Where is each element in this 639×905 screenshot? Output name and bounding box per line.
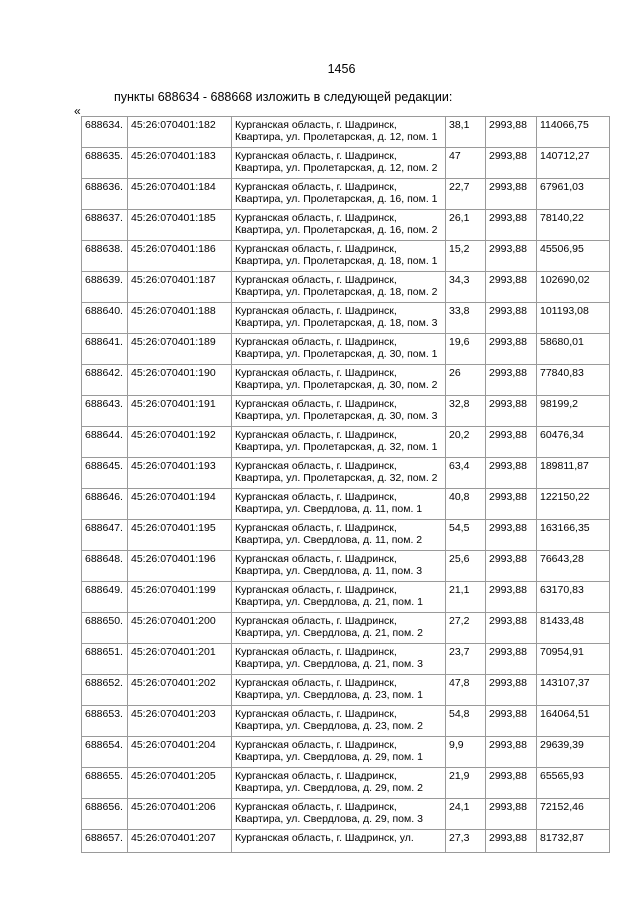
- cadastral-value-cell: 98199,2: [537, 396, 610, 427]
- row-number-cell: 688638.: [82, 241, 128, 272]
- row-number-cell: 688635.: [82, 148, 128, 179]
- rate-cell: 2993,88: [486, 117, 537, 148]
- intro-text: пункты 688634 - 688668 изложить в следующей редакции:: [114, 90, 453, 104]
- cadastral-number-cell: 45:26:070401:185: [128, 210, 232, 241]
- table-row: [82, 458, 610, 489]
- cadastral-number-cell: 45:26:070401:195: [128, 520, 232, 551]
- cadastral-number-cell: 45:26:070401:189: [128, 334, 232, 365]
- table-row: [82, 551, 610, 582]
- row-number-cell: 688637.: [82, 210, 128, 241]
- area-cell: 24,1: [446, 799, 486, 830]
- cadastral-value-table: [81, 116, 610, 853]
- area-cell: 34,3: [446, 272, 486, 303]
- cadastral-value-cell: 45506,95: [537, 241, 610, 272]
- address-cell: Курганская область, г. Шадринск, Квартира, ул. Пролетарская, д. 12, пом. 1: [232, 117, 446, 148]
- cadastral-number-cell: 45:26:070401:200: [128, 613, 232, 644]
- address-cell: Курганская область, г. Шадринск, Квартира, ул. Пролетарская, д. 32, пом. 2: [232, 458, 446, 489]
- row-number-cell: 688653.: [82, 706, 128, 737]
- rate-cell: 2993,88: [486, 396, 537, 427]
- open-quote: «: [74, 104, 81, 118]
- address-cell: Курганская область, г. Шадринск, Квартира, ул. Пролетарская, д. 32, пом. 1: [232, 427, 446, 458]
- table-row: [82, 489, 610, 520]
- cadastral-number-cell: 45:26:070401:192: [128, 427, 232, 458]
- cadastral-number-cell: 45:26:070401:182: [128, 117, 232, 148]
- rate-cell: 2993,88: [486, 458, 537, 489]
- cadastral-number-cell: 45:26:070401:191: [128, 396, 232, 427]
- area-cell: 27,3: [446, 830, 486, 853]
- area-cell: 63,4: [446, 458, 486, 489]
- row-number-cell: 688643.: [82, 396, 128, 427]
- cadastral-number-cell: 45:26:070401:193: [128, 458, 232, 489]
- address-cell: Курганская область, г. Шадринск, Квартира, ул. Свердлова, д. 23, пом. 1: [232, 675, 446, 706]
- address-cell: Курганская область, г. Шадринск, Квартира, ул. Свердлова, д. 21, пом. 2: [232, 613, 446, 644]
- row-number-cell: 688634.: [82, 117, 128, 148]
- rate-cell: 2993,88: [486, 365, 537, 396]
- rate-cell: 2993,88: [486, 148, 537, 179]
- row-number-cell: 688648.: [82, 551, 128, 582]
- rate-cell: 2993,88: [486, 427, 537, 458]
- cadastral-number-cell: 45:26:070401:196: [128, 551, 232, 582]
- cadastral-number-cell: 45:26:070401:190: [128, 365, 232, 396]
- cadastral-value-cell: 81732,87: [537, 830, 610, 853]
- table-row: [82, 365, 610, 396]
- cadastral-number-cell: 45:26:070401:204: [128, 737, 232, 768]
- table-row: [82, 427, 610, 458]
- address-cell: Курганская область, г. Шадринск, Квартира, ул. Пролетарская, д. 16, пом. 1: [232, 179, 446, 210]
- area-cell: 33,8: [446, 303, 486, 334]
- table-row: [82, 737, 610, 768]
- table-row: [82, 768, 610, 799]
- area-cell: 47: [446, 148, 486, 179]
- row-number-cell: 688636.: [82, 179, 128, 210]
- rate-cell: 2993,88: [486, 179, 537, 210]
- area-cell: 22,7: [446, 179, 486, 210]
- cadastral-number-cell: 45:26:070401:194: [128, 489, 232, 520]
- cadastral-value-cell: 81433,48: [537, 613, 610, 644]
- area-cell: 40,8: [446, 489, 486, 520]
- area-cell: 21,1: [446, 582, 486, 613]
- table-row: [82, 830, 610, 853]
- cadastral-number-cell: 45:26:070401:207: [128, 830, 232, 853]
- cadastral-value-cell: 63170,83: [537, 582, 610, 613]
- row-number-cell: 688655.: [82, 768, 128, 799]
- row-number-cell: 688654.: [82, 737, 128, 768]
- cadastral-number-cell: 45:26:070401:199: [128, 582, 232, 613]
- row-number-cell: 688645.: [82, 458, 128, 489]
- row-number-cell: 688646.: [82, 489, 128, 520]
- area-cell: 21,9: [446, 768, 486, 799]
- cadastral-number-cell: 45:26:070401:187: [128, 272, 232, 303]
- row-number-cell: 688644.: [82, 427, 128, 458]
- row-number-cell: 688641.: [82, 334, 128, 365]
- cadastral-number-cell: 45:26:070401:201: [128, 644, 232, 675]
- table-row: [82, 396, 610, 427]
- table-row: [82, 148, 610, 179]
- area-cell: 38,1: [446, 117, 486, 148]
- table-row: [82, 799, 610, 830]
- rate-cell: 2993,88: [486, 644, 537, 675]
- address-cell: Курганская область, г. Шадринск, Квартира, ул. Свердлова, д. 23, пом. 2: [232, 706, 446, 737]
- cadastral-value-cell: 189811,87: [537, 458, 610, 489]
- row-number-cell: 688642.: [82, 365, 128, 396]
- cadastral-value-cell: 140712,27: [537, 148, 610, 179]
- area-cell: 54,5: [446, 520, 486, 551]
- cadastral-number-cell: 45:26:070401:206: [128, 799, 232, 830]
- table-row: [82, 117, 610, 148]
- table-row: [82, 179, 610, 210]
- cadastral-value-cell: 143107,37: [537, 675, 610, 706]
- row-number-cell: 688651.: [82, 644, 128, 675]
- rate-cell: 2993,88: [486, 675, 537, 706]
- address-cell: Курганская область, г. Шадринск, Квартира, ул. Свердлова, д. 11, пом. 1: [232, 489, 446, 520]
- address-cell: Курганская область, г. Шадринск, Квартира, ул. Пролетарская, д. 12, пом. 2: [232, 148, 446, 179]
- address-cell: Курганская область, г. Шадринск, Квартира, ул. Пролетарская, д. 16, пом. 2: [232, 210, 446, 241]
- cadastral-value-cell: 65565,93: [537, 768, 610, 799]
- table-row: [82, 675, 610, 706]
- cadastral-number-cell: 45:26:070401:188: [128, 303, 232, 334]
- area-cell: 26,1: [446, 210, 486, 241]
- row-number-cell: 688657.: [82, 830, 128, 853]
- table-row: [82, 241, 610, 272]
- table-row: [82, 272, 610, 303]
- cadastral-value-cell: 29639,39: [537, 737, 610, 768]
- rate-cell: 2993,88: [486, 272, 537, 303]
- cadastral-number-cell: 45:26:070401:203: [128, 706, 232, 737]
- row-number-cell: 688649.: [82, 582, 128, 613]
- address-cell: Курганская область, г. Шадринск, Квартира, ул. Пролетарская, д. 30, пом. 2: [232, 365, 446, 396]
- address-cell: Курганская область, г. Шадринск, Квартира, ул. Свердлова, д. 29, пом. 2: [232, 768, 446, 799]
- table-row: [82, 210, 610, 241]
- area-cell: 32,8: [446, 396, 486, 427]
- area-cell: 20,2: [446, 427, 486, 458]
- area-cell: 54,8: [446, 706, 486, 737]
- area-cell: 26: [446, 365, 486, 396]
- cadastral-value-cell: 163166,35: [537, 520, 610, 551]
- table-row: [82, 613, 610, 644]
- cadastral-value-cell: 67961,03: [537, 179, 610, 210]
- cadastral-number-cell: 45:26:070401:202: [128, 675, 232, 706]
- cadastral-value-cell: 72152,46: [537, 799, 610, 830]
- rate-cell: 2993,88: [486, 706, 537, 737]
- rate-cell: 2993,88: [486, 241, 537, 272]
- address-cell: Курганская область, г. Шадринск, Квартира, ул. Свердлова, д. 11, пом. 3: [232, 551, 446, 582]
- cadastral-number-cell: 45:26:070401:184: [128, 179, 232, 210]
- table-row: [82, 520, 610, 551]
- row-number-cell: 688640.: [82, 303, 128, 334]
- rate-cell: 2993,88: [486, 768, 537, 799]
- cadastral-value-cell: 102690,02: [537, 272, 610, 303]
- address-cell: Курганская область, г. Шадринск, ул.: [232, 830, 446, 853]
- cadastral-value-cell: 58680,01: [537, 334, 610, 365]
- area-cell: 23,7: [446, 644, 486, 675]
- address-cell: Курганская область, г. Шадринск, Квартира, ул. Свердлова, д. 21, пом. 3: [232, 644, 446, 675]
- address-cell: Курганская область, г. Шадринск, Квартира, ул. Свердлова, д. 21, пом. 1: [232, 582, 446, 613]
- cadastral-value-cell: 60476,34: [537, 427, 610, 458]
- rate-cell: 2993,88: [486, 520, 537, 551]
- rate-cell: 2993,88: [486, 303, 537, 334]
- rate-cell: 2993,88: [486, 210, 537, 241]
- area-cell: 25,6: [446, 551, 486, 582]
- table-row: [82, 334, 610, 365]
- row-number-cell: 688656.: [82, 799, 128, 830]
- cadastral-value-cell: 78140,22: [537, 210, 610, 241]
- area-cell: 19,6: [446, 334, 486, 365]
- row-number-cell: 688647.: [82, 520, 128, 551]
- cadastral-value-cell: 76643,28: [537, 551, 610, 582]
- rate-cell: 2993,88: [486, 799, 537, 830]
- address-cell: Курганская область, г. Шадринск, Квартира, ул. Пролетарская, д. 30, пом. 3: [232, 396, 446, 427]
- area-cell: 47,8: [446, 675, 486, 706]
- cadastral-value-cell: 77840,83: [537, 365, 610, 396]
- address-cell: Курганская область, г. Шадринск, Квартира, ул. Пролетарская, д. 18, пом. 1: [232, 241, 446, 272]
- table-body: [82, 117, 610, 853]
- cadastral-value-cell: 164064,51: [537, 706, 610, 737]
- area-cell: 9,9: [446, 737, 486, 768]
- address-cell: Курганская область, г. Шадринск, Квартира, ул. Свердлова, д. 29, пом. 3: [232, 799, 446, 830]
- rate-cell: 2993,88: [486, 551, 537, 582]
- rate-cell: 2993,88: [486, 334, 537, 365]
- row-number-cell: 688652.: [82, 675, 128, 706]
- rate-cell: 2993,88: [486, 582, 537, 613]
- row-number-cell: 688639.: [82, 272, 128, 303]
- cadastral-value-cell: 101193,08: [537, 303, 610, 334]
- rate-cell: 2993,88: [486, 489, 537, 520]
- address-cell: Курганская область, г. Шадринск, Квартира, ул. Пролетарская, д. 18, пом. 3: [232, 303, 446, 334]
- address-cell: Курганская область, г. Шадринск, Квартира, ул. Пролетарская, д. 30, пом. 1: [232, 334, 446, 365]
- cadastral-value-cell: 122150,22: [537, 489, 610, 520]
- cadastral-number-cell: 45:26:070401:205: [128, 768, 232, 799]
- address-cell: Курганская область, г. Шадринск, Квартира, ул. Свердлова, д. 11, пом. 2: [232, 520, 446, 551]
- area-cell: 15,2: [446, 241, 486, 272]
- rate-cell: 2993,88: [486, 830, 537, 853]
- table-row: [82, 582, 610, 613]
- rate-cell: 2993,88: [486, 737, 537, 768]
- area-cell: 27,2: [446, 613, 486, 644]
- cadastral-number-cell: 45:26:070401:183: [128, 148, 232, 179]
- cadastral-number-cell: 45:26:070401:186: [128, 241, 232, 272]
- table-row: [82, 706, 610, 737]
- cadastral-value-cell: 70954,91: [537, 644, 610, 675]
- table-row: [82, 644, 610, 675]
- address-cell: Курганская область, г. Шадринск, Квартира, ул. Пролетарская, д. 18, пом. 2: [232, 272, 446, 303]
- address-cell: Курганская область, г. Шадринск, Квартира, ул. Свердлова, д. 29, пом. 1: [232, 737, 446, 768]
- page-number: 1456: [327, 62, 356, 76]
- rate-cell: 2993,88: [486, 613, 537, 644]
- table-row: [82, 303, 610, 334]
- row-number-cell: 688650.: [82, 613, 128, 644]
- cadastral-value-cell: 114066,75: [537, 117, 610, 148]
